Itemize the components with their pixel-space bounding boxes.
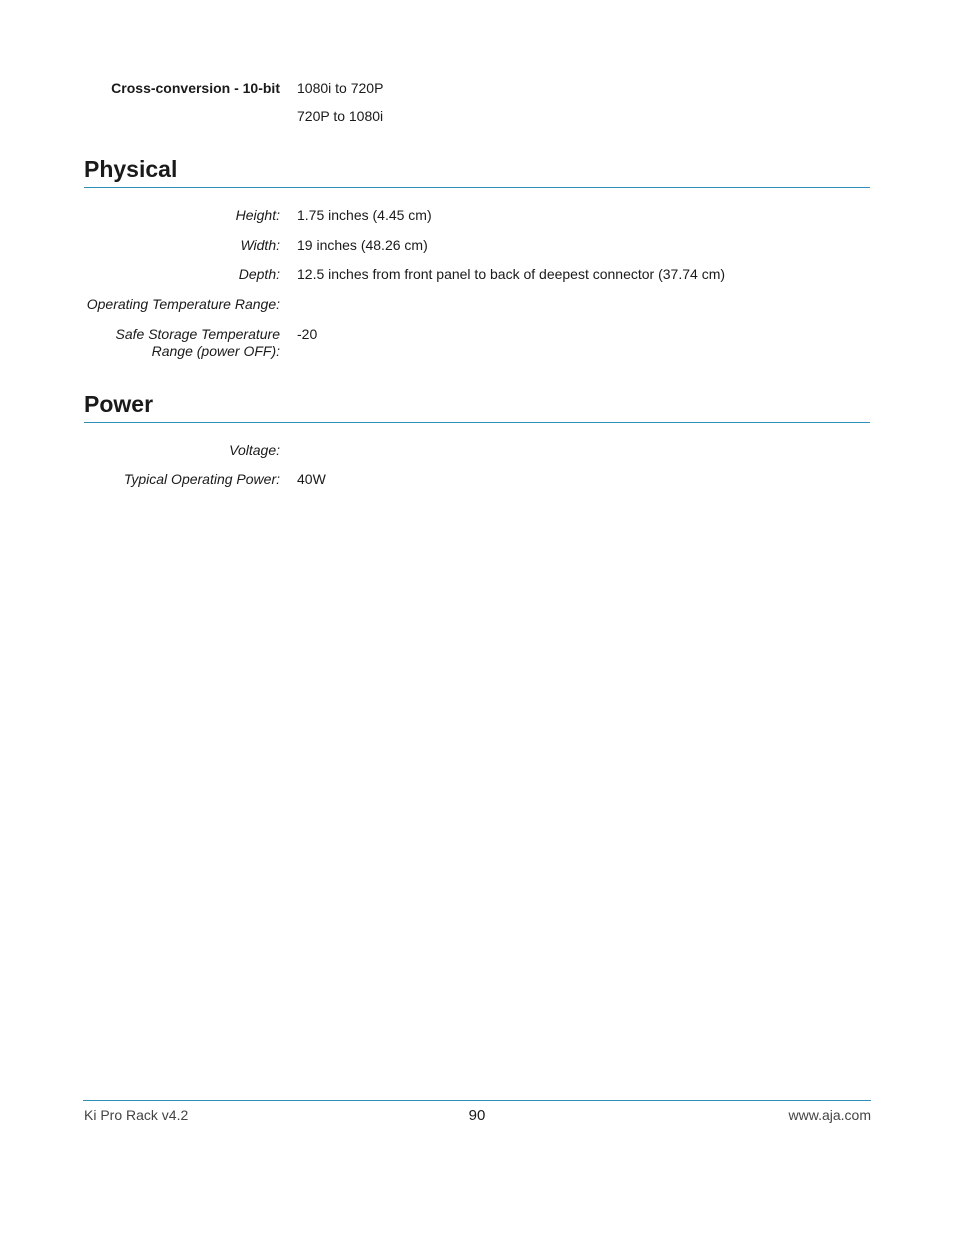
storage-temperature-label-line1: Safe Storage Temperature [115, 326, 280, 342]
power-divider [84, 422, 870, 423]
width-label: Width: [240, 237, 280, 253]
storage-temperature-value: -20 [297, 326, 318, 342]
page-number: 90 [468, 1107, 486, 1124]
power-heading: Power [84, 391, 154, 417]
typical-power-label: Typical Operating Power: [123, 471, 280, 487]
height-label: Height: [235, 207, 280, 223]
width-value: 19 inches (48.26 cm) [297, 237, 428, 253]
footer-product: Ki Pro Rack v4.2 [84, 1107, 189, 1123]
operating-temperature-label: Operating Temperature Range: [86, 296, 280, 312]
depth-label: Depth: [238, 266, 280, 282]
physical-divider [84, 187, 870, 188]
voltage-label: Voltage: [229, 442, 280, 458]
storage-temperature-label-line2: Range (power OFF): [151, 343, 280, 359]
footer-divider [83, 1100, 871, 1101]
typical-power-value: 40W [297, 471, 326, 487]
cross-conversion-value-1: 1080i to 720P [297, 80, 384, 96]
height-value: 1.75 inches (4.45 cm) [297, 207, 432, 223]
depth-value: 12.5 inches from front panel to back of deepest connector (37.74 cm) [297, 266, 726, 282]
cross-conversion-label: Cross-conversion - 10-bit [111, 80, 280, 96]
footer-website[interactable]: www.aja.com [788, 1107, 871, 1123]
cross-conversion-value-2: 720P to 1080i [297, 108, 384, 124]
physical-heading: Physical [84, 156, 178, 182]
